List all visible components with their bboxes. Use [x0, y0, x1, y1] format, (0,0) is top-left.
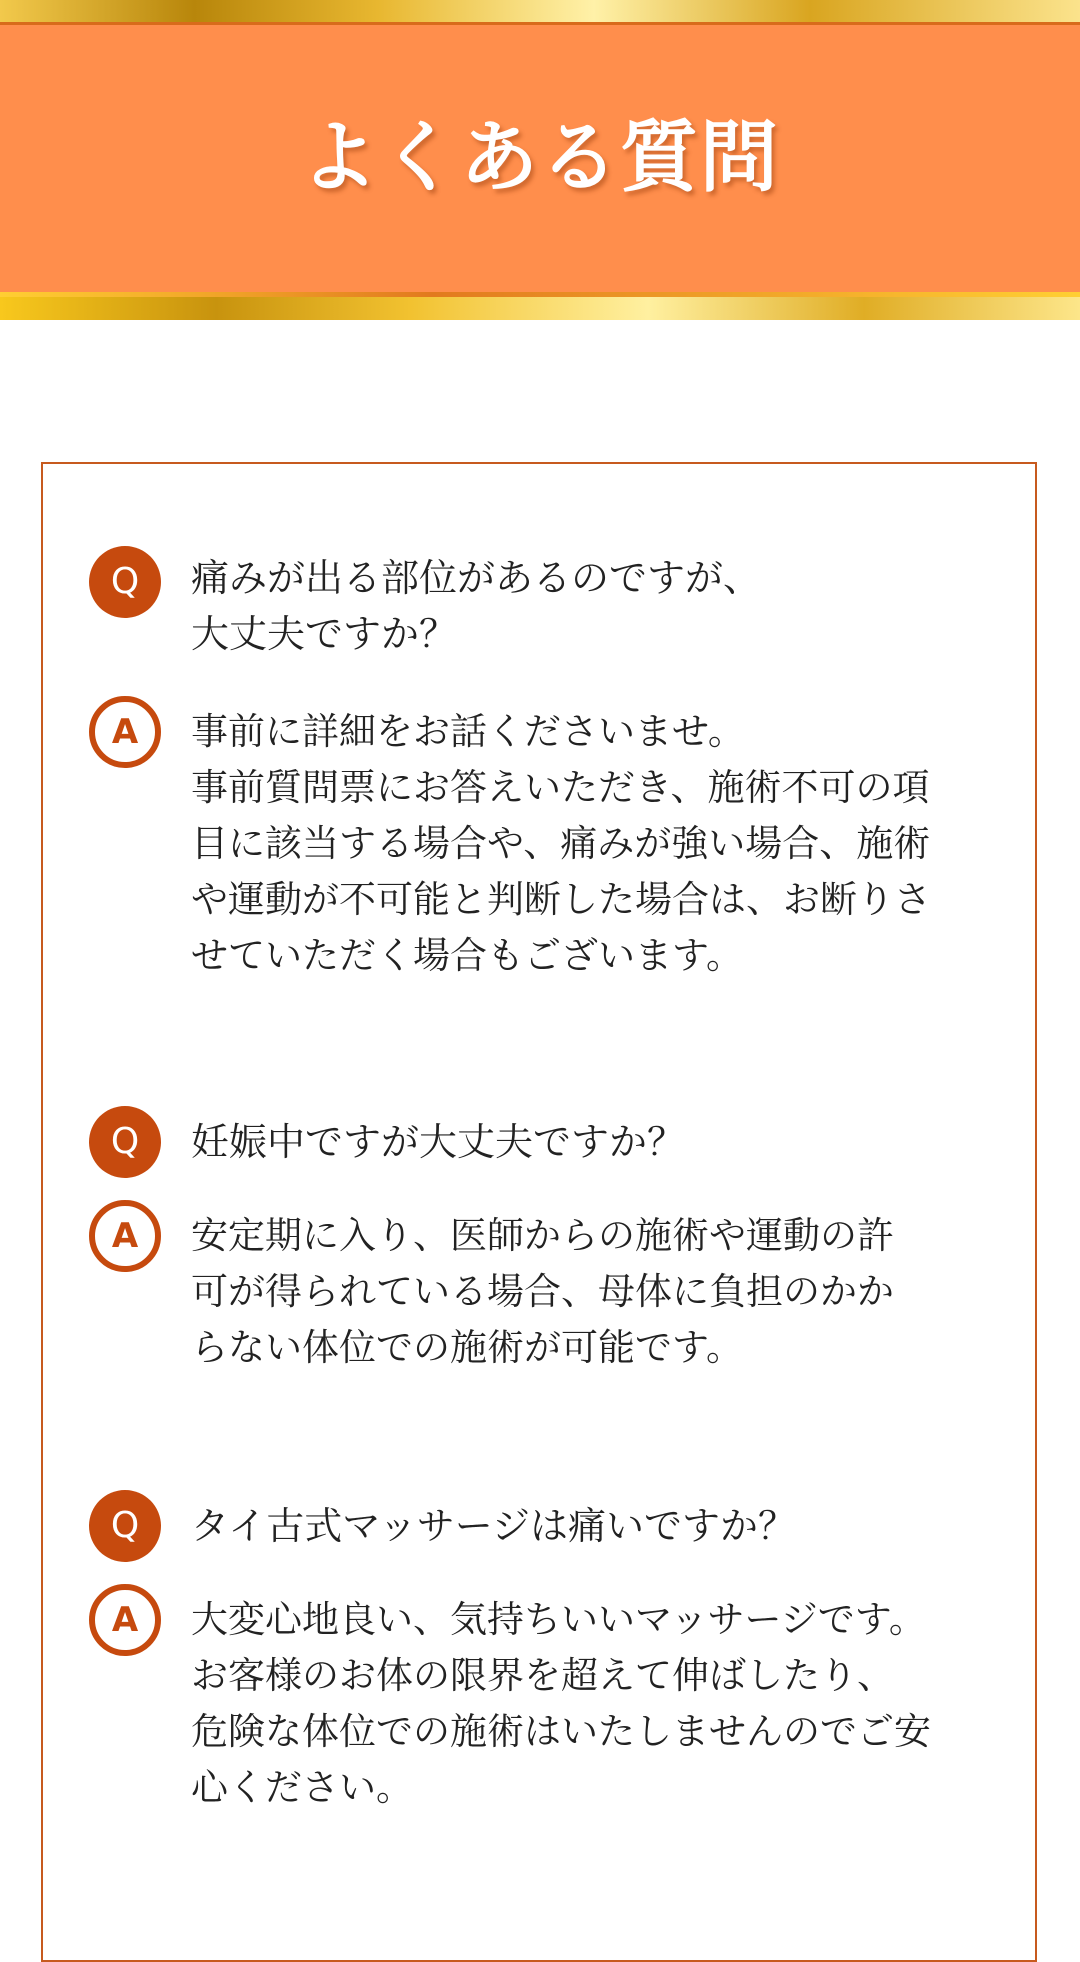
- question-text: 痛みが出る部位があるのですが、 大丈夫ですか？: [191, 556, 762, 656]
- answer-badge-icon: A: [89, 1584, 161, 1656]
- header-banner: [0, 0, 1080, 320]
- question-badge-icon: Q: [89, 1106, 161, 1178]
- gold-trim-bottom: [0, 297, 1080, 320]
- answer-badge-icon: A: [89, 696, 161, 768]
- faq-container: [41, 462, 1037, 1962]
- page-title: よくある質問: [299, 112, 780, 203]
- answer-text: 大変心地良い、気持ちいいマッサージです。 お客様のお体の限界を超えて伸ばしたり、 危険な体位での施術はいたしませんのでご安 心ください。: [191, 1598, 931, 1809]
- answer-badge-icon: A: [89, 1200, 161, 1272]
- question-text: 妊娠中ですが大丈夫ですか？: [191, 1120, 686, 1164]
- answer-text: 事前に詳細をお話くださいませ。 事前質問票にお答えいただき、施術不可の項 目に該当する場合や、痛みが強い場合、施術 や運動が不可能と判断した場合は、お断りさ せていただく場合もございます。: [191, 710, 931, 977]
- question-badge-icon: Q: [89, 1490, 161, 1562]
- question-badge-icon: Q: [89, 546, 161, 618]
- question-text: タイ古式マッサージは痛いですか？: [191, 1504, 796, 1548]
- answer-text: 安定期に入り、医師からの施術や運動の許 可が得られている場合、母体に負担のかか らない体位での施術が可能です。: [191, 1214, 894, 1369]
- gold-trim-top: [0, 0, 1080, 22]
